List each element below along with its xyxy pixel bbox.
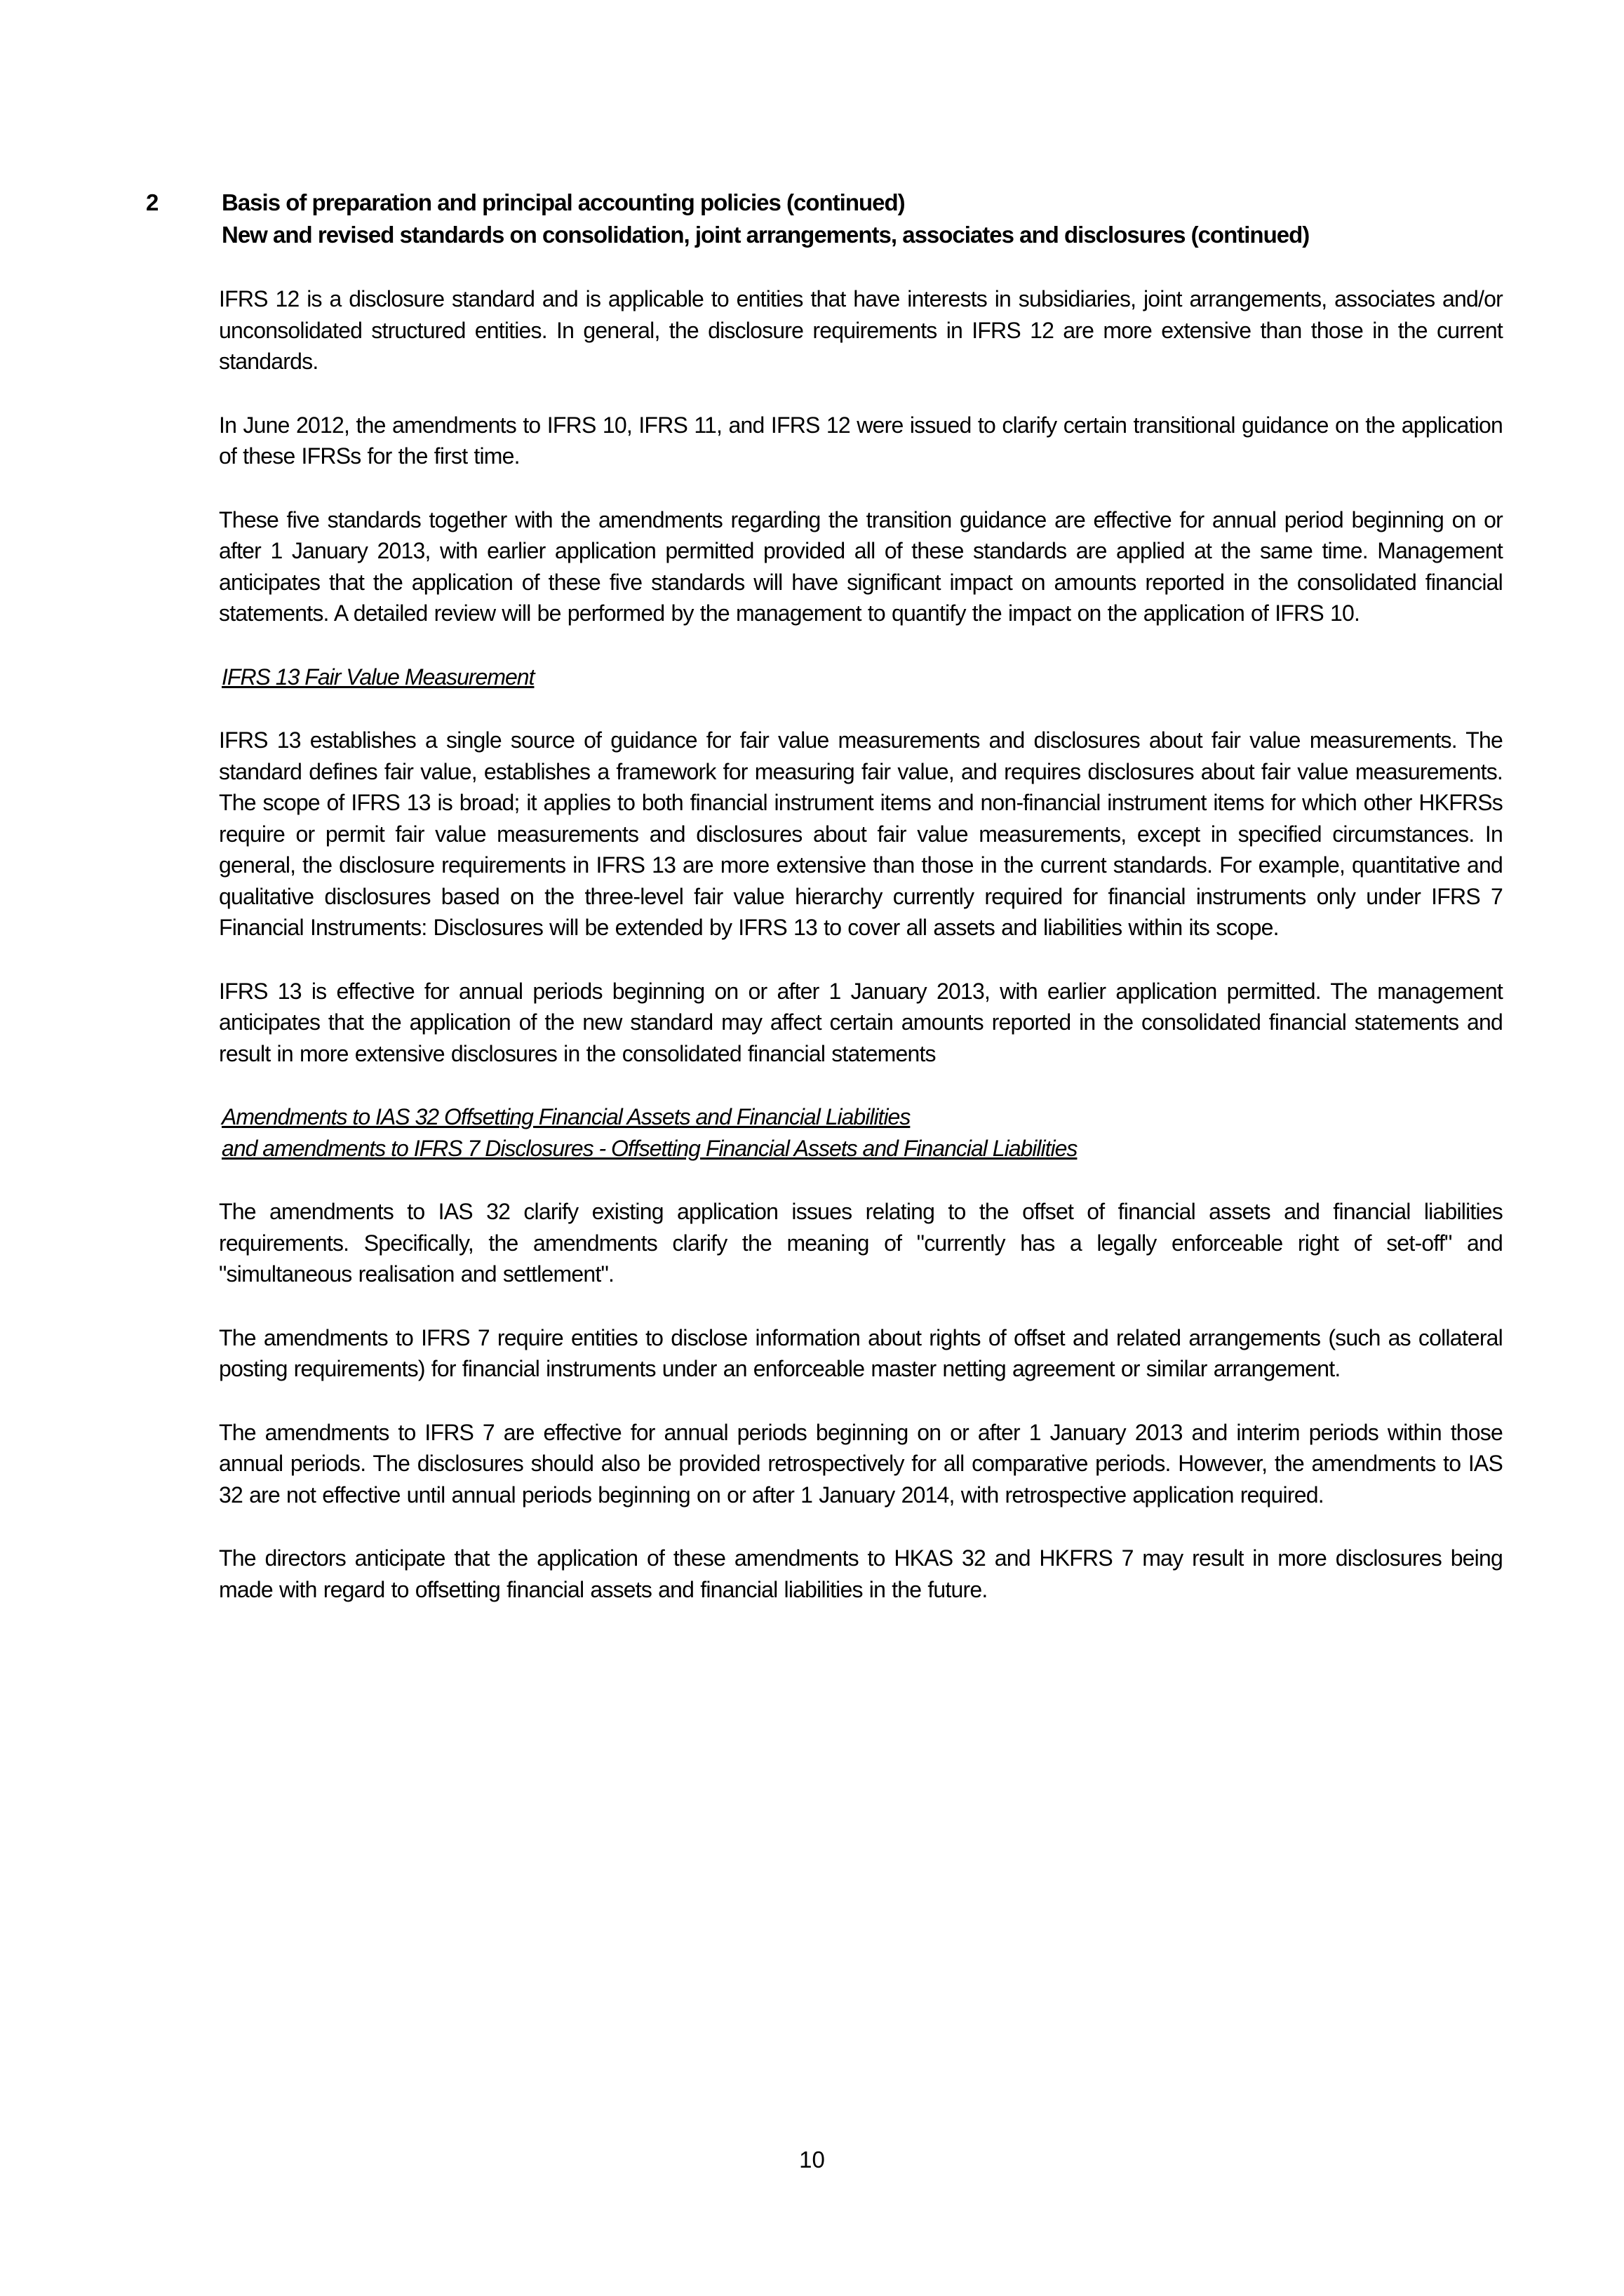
subheading-ifrs13-text: IFRS 13 Fair Value Measurement xyxy=(222,664,535,690)
paragraph-ifrs12-intro: IFRS 12 is a disclosure standard and is applicable to entities that have interests in subsidiaries, joint arrangements, associates and/or unconsolidated structured entities. In general, the disclosure requirements in IFRS 12 are more extensive than those in the current standards. xyxy=(219,286,1503,374)
subheading-ias32 xyxy=(222,1101,1503,1164)
paragraph-june-2012-amendments: In June 2012, the amendments to IFRS 10, IFRS 11, and IFRS 12 were issued to clarify certain transitional guidance on the application of these IFRSs for the first time. xyxy=(219,412,1503,469)
paragraph-ifrs13-description: IFRS 13 establishes a single source of guidance for fair value measurements and disclosures about fair value measurements. The standard defines fair value, establishes a framework for measuring fair value, and requires disclosures about fair value measurements. The scope of IFRS 13 is broad; it applies to both financial instrument items and non-financial instrument items for which other HKFRSs require or permit fair value measurements and disclosures about fair value measurements, except in specified circumstances. In general, the disclosure requirements in IFRS 13 are more extensive than those in the current standards. For example, quantitative and qualitative disclosures based on the three-level fair value hierarchy currently required for financial instruments only under IFRS 7 Financial Instruments: Disclosures will be extended by IFRS 13 to cover all assets and liabilities within its scope. xyxy=(219,727,1503,940)
paragraph-ifrs13-effective: IFRS 13 is effective for annual periods beginning on or after 1 January 2013, with earlier application permitted. The management anticipates that the application of the new standard may affect certain amounts reported in the consolidated financial statements and result in more extensive disclosures in the consolidated financial statements xyxy=(219,978,1503,1066)
section-title: Basis of preparation and principal accounting policies (continued) xyxy=(222,189,905,215)
document-body xyxy=(219,283,1503,1637)
section-number: 2 xyxy=(146,189,159,215)
section-subtitle: New and revised standards on consolidation, joint arrangements, associates and disclosures (continued) xyxy=(222,222,1310,248)
paragraph-directors-anticipate: The directors anticipate that the application of these amendments to HKAS 32 and HKFRS 7 may result in more disclosures being made with regard to offsetting financial assets and financial liabilities in the future. xyxy=(219,1545,1503,1602)
paragraph-ifrs7-disclose: The amendments to IFRS 7 require entities to disclose information about rights of offset and related arrangements (such as collateral posting requirements) for financial instruments under an enforceable master netting agreement or similar arrangement. xyxy=(219,1324,1503,1381)
subheading-ias32-line1: Amendments to IAS 32 Offsetting Financial Assets and Financial Liabilities xyxy=(222,1104,911,1129)
paragraph-ifrs7-effective: The amendments to IFRS 7 are effective for annual periods beginning on or after 1 January 2013 and interim periods within those annual periods. The disclosures should also be provided retrospectively for all comparative periods. However, the amendments to IAS 32 are not effective until annual periods beginning on or after 1 January 2014, with retrospective application required. xyxy=(219,1419,1503,1508)
subheading-ias32-line2: and amendments to IFRS 7 Disclosures - Offsetting Financial Assets and Financial Liabilities xyxy=(222,1135,1078,1161)
paragraph-five-standards: These five standards together with the amendments regarding the transition guidance are effective for annual period beginning on or after 1 January 2013, with earlier application permitted provided all of these standards are applied at the same time. Management anticipates that the application of these five standards will have significant impact on amounts reported in the consolidated financial statements. A detailed review will be performed by the management to quantify the impact on the application of IFRS 10. xyxy=(219,506,1503,626)
paragraph-ias32-clarify: The amendments to IAS 32 clarify existing application issues relating to the offset of financial assets and financial liabilities requirements. Specifically, the amendments clarify the meaning of "currently has a legally enforceable right of set-off" and "simultaneous realisation and settlement". xyxy=(219,1199,1503,1287)
page-number: 10 xyxy=(799,2147,825,2173)
subheading-ifrs13 xyxy=(222,662,1503,693)
